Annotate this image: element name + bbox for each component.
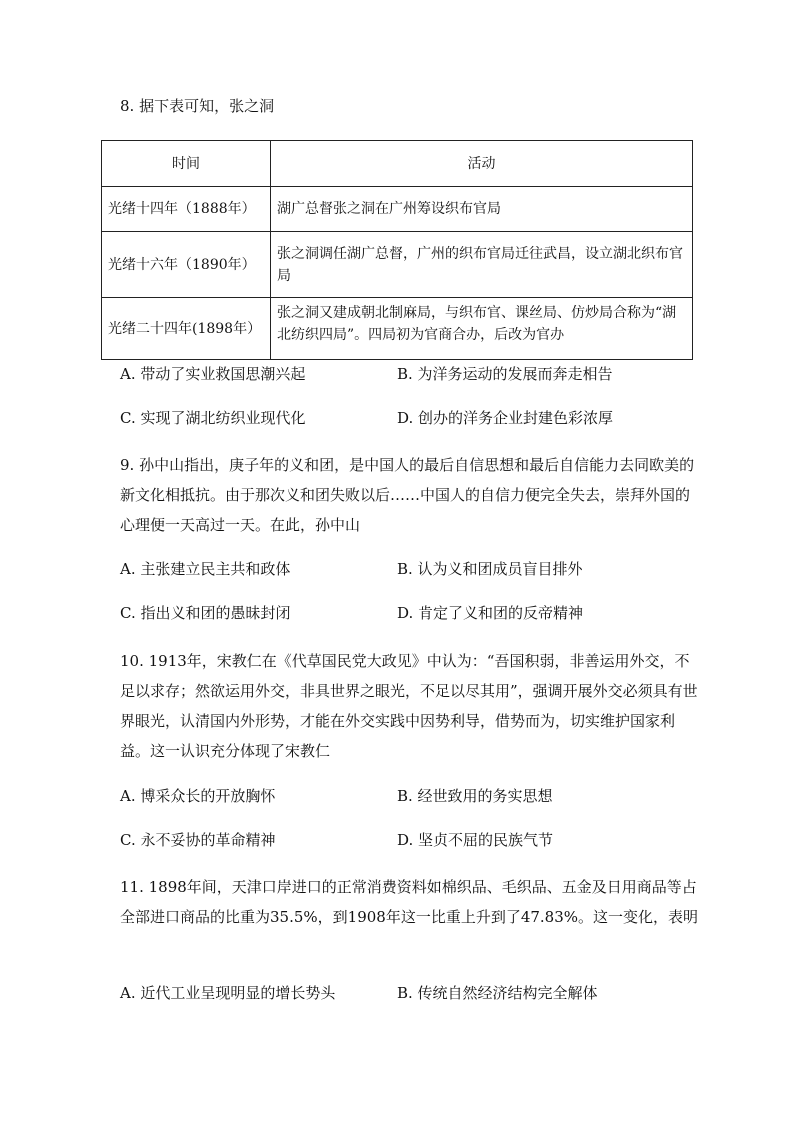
q8-option-b: B. 为洋务运动的发展而奔走相告 (397, 365, 613, 383)
table-header-activity: 活动 (271, 141, 693, 187)
q10-option-d: D. 坚贞不屈的民族气节 (397, 831, 554, 849)
table-cell-activity (271, 298, 693, 360)
question-11-stem: 11. 1898年间，天津口岸进口的正常消费资料如棉织品、毛织品、五金及日用商品等占全部进口商品的比重为35.5%，到1908年这一比重上升到了47.83%。这一变化，表明 (120, 878, 699, 926)
question-8-stem: 8. 据下表可知，张之洞 (120, 97, 275, 115)
q10-option-b: B. 经世致用的务实思想 (397, 787, 553, 805)
q11-option-b: B. 传统自然经济结构完全解体 (397, 984, 598, 1002)
table-header-row (102, 141, 693, 187)
q8-option-d: D. 创办的洋务企业封建色彩浓厚 (397, 409, 614, 427)
q10-option-a: A. 博采众长的开放胸怀 (120, 787, 276, 805)
table-row (102, 232, 693, 298)
table-cell-time: 光绪十六年（1890年） (102, 232, 271, 298)
table-cell-time: 光绪二十四年(1898年） (102, 298, 271, 360)
q9-option-c: C. 指出义和团的愚昧封闭 (120, 604, 291, 622)
q9-option-d: D. 肯定了义和团的反帝精神 (397, 604, 584, 622)
question-9-stem: 9. 孙中山指出，庚子年的义和团，是中国人的最后自信思想和最后自信能力去同欧美的新文化相抵抗。由于那次义和团失败以后……中国人的自信力便完全失去，崇拜外国的心理便一天高过一天。在此，孙中山 (120, 456, 695, 534)
table-row (102, 298, 693, 360)
q8-option-a: A. 带动了实业救国思潮兴起 (120, 365, 306, 383)
question-10-stem: 10. 1913年，宋教仁在《代草国民党大政见》中认为：“吾国积弱，非善运用外交，不足以求存；然欲运用外交，非具世界之眼光，不足以尽其用”，强调开展外交必须具有世界眼光，认清国内外形势，才能在外交实践中因势利导，借势而为，切实维护国家利益。这一认识充分体现了宋教仁 (120, 652, 698, 760)
table-cell-activity: 湖广总督张之洞在广州筹设织布官局 (271, 187, 693, 232)
table-cell-activity-text: 张之洞又建成朝北制麻局，与织布官、课丝局、仿炒局合称为“湖北纺织四局”。四局初为官商合办，后改为官办 (277, 305, 677, 343)
timeline-table (101, 140, 693, 360)
table-header-time: 时间 (102, 141, 271, 187)
q11-option-a: A. 近代工业呈现明显的增长势头 (120, 984, 336, 1002)
table-row (102, 187, 693, 232)
q8-option-c: C. 实现了湖北纺织业现代化 (120, 409, 306, 427)
q9-option-a: A. 主张建立民主共和政体 (120, 560, 291, 578)
q10-option-c: C. 永不妥协的革命精神 (120, 831, 276, 849)
table-cell-time: 光绪十四年（1888年） (102, 187, 271, 232)
table-cell-activity: 张之洞调任湖广总督，广州的织布官局迁往武昌，设立湖北织布官局 (271, 232, 693, 298)
q9-option-b: B. 认为义和团成员盲目排外 (397, 560, 583, 578)
